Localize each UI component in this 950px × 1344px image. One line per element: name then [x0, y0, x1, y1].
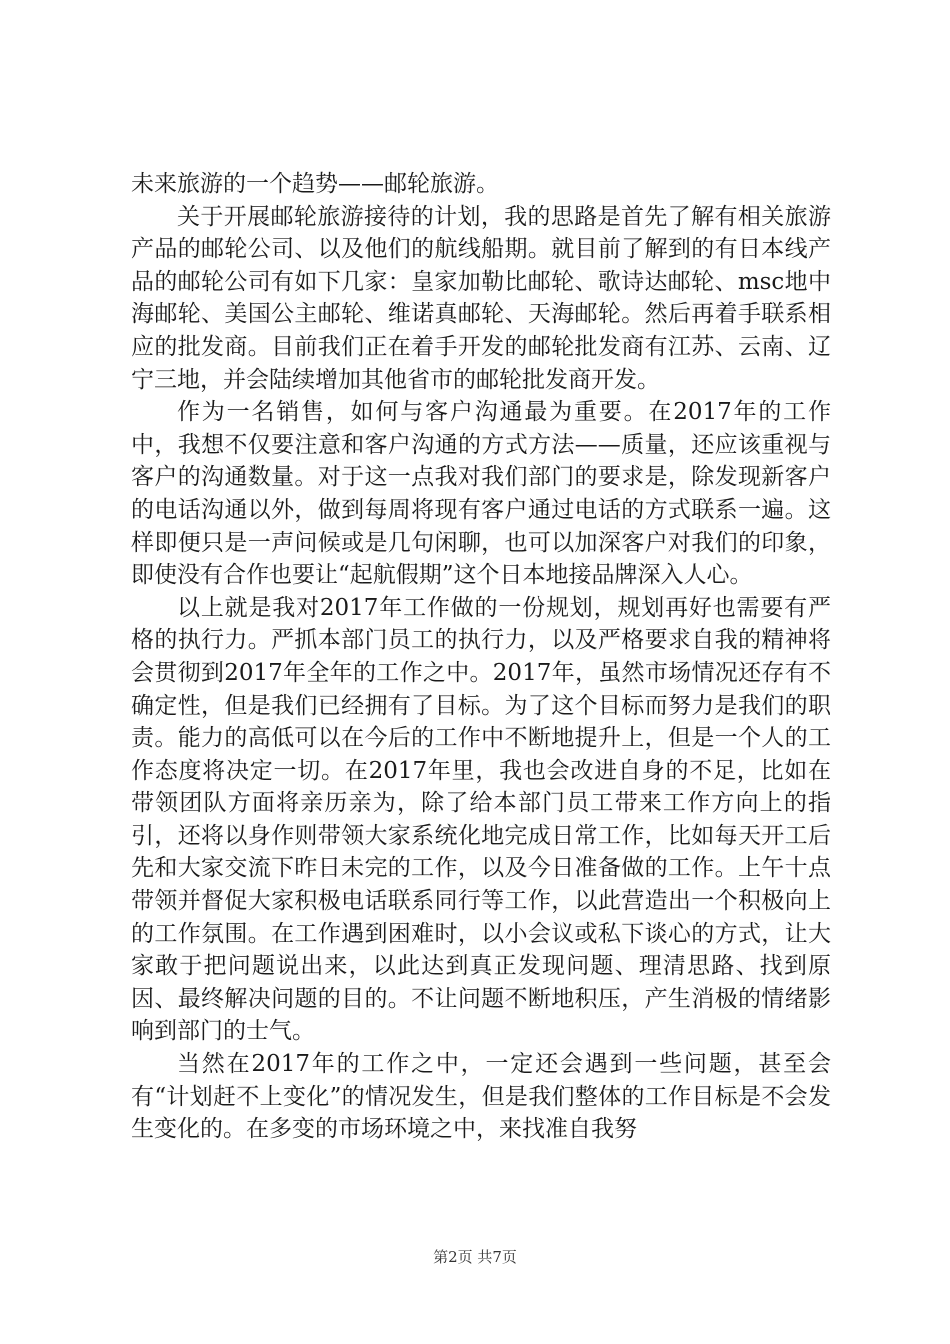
paragraph-continuation: 未来旅游的一个趋势——邮轮旅游。: [131, 171, 499, 197]
page-number-footer: 第2页 共7页: [433, 1248, 517, 1266]
paragraph-execution-plan: 以上就是我对2017年工作做的一份规划，规划再好也需要有严格的执行力。严抓本部门员工的执行力，以及严格要求自我的精神将会贯彻到2017年全年的工作之中。2017年，虽然市场情况还存有不确定性，但是我们已经拥有了目标。为了这个目标而努力是我们的职责。能力的高低可以在今后的工作中不断地提升上，但是一个人的工作态度将决定一切。在2017年里，我也会改进自身的不足，比如在带领团队方面将亲历亲为，除了给本部门员工带来工作方向上的指引，还将以身作则带领大家系统化地完成日常工作，比如每天开工后先和大家交流下昨日未完的工作，以及今日准备做的工作。上午十点带领并督促大家积极电话联系同行等工作，以此营造出一个积极向上的工作氛围。在工作遇到困难时，以小会议或私下谈心的方式，让大家敢于把问题说出来，以此达到真正发现问题、理清思路、找到原因、最终解决问题的目的。不让问题不断地积压，产生消极的情绪影响到部门的士气。: [131, 594, 831, 1045]
paragraph-cruise-plan: 关于开展邮轮旅游接待的计划，我的思路是首先了解有相关旅游产品的邮轮公司、以及他们的航线船期。就目前了解到的有日本线产品的邮轮公司有如下几家：皇家加勒比邮轮、歌诗达邮轮、msc地中海邮轮、美国公主邮轮、维诺真邮轮、天海邮轮。然后再着手联系相应的批发商。目前我们正在着手开发的邮轮批发商有江苏、云南、辽宁三地，并会陆续增加其他省市的邮轮批发商开发。: [131, 203, 831, 393]
paragraph-work-goals: 当然在2017年的工作之中，一定还会遇到一些问题，甚至会有“计划赶不上变化”的情况发生，但是我们整体的工作目标是不会发生变化的。在多变的市场环境之中，来找准自我努: [131, 1051, 831, 1143]
document-body: [131, 168, 831, 1146]
paragraph-client-communication: 作为一名销售，如何与客户沟通最为重要。在2017年的工作中，我想不仅要注意和客户沟通的方式方法——质量，还应该重视与客户的沟通数量。对于这一点我对我们部门的要求是，除发现新客户的电话沟通以外，做到每周将现有客户通过电话的方式联系一遍。这样即便只是一声问候或是几句闲聊，也可以加深客户对我们的印象，即使没有合作也要让“起航假期”这个日本地接品牌深入人心。: [131, 399, 831, 589]
